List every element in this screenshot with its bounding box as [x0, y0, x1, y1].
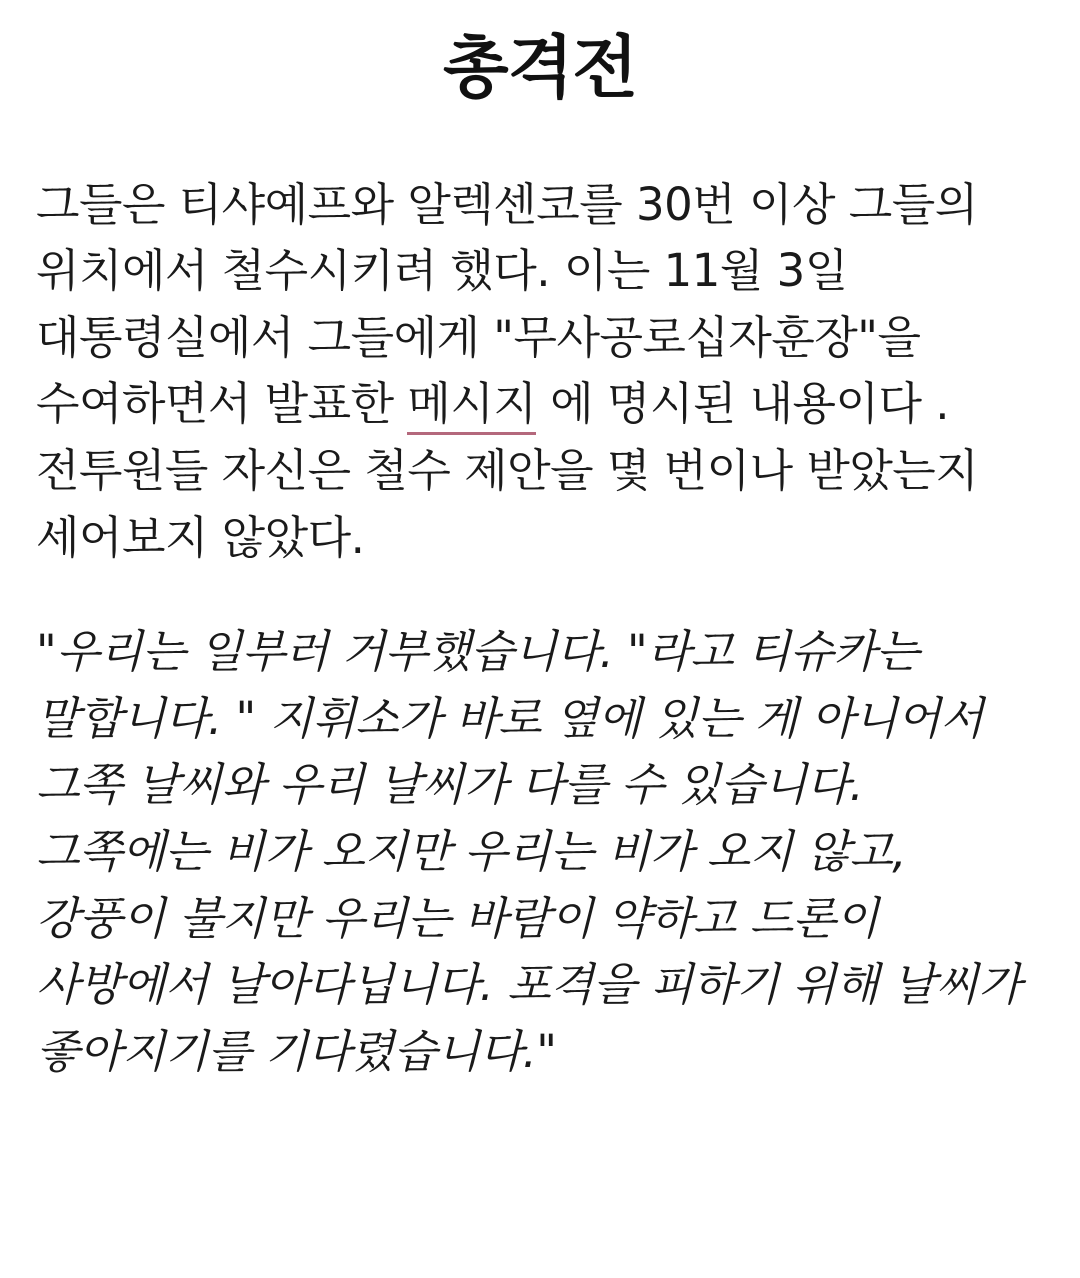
page-title: 총격전 — [442, 29, 638, 108]
paragraph-1-text-after: 에 명시된 내용이다 . 전투원들 자신은 철수 제안을 몇 번이나 받았는지 세어보지 않았다. — [36, 377, 979, 564]
paragraph-1-text-before: 그들은 티샤예프와 알렉센코를 30번 이상 그들의 위치에서 철수시키려 했다. 이는 11월 3일 대통령실에서 그들에게 "무사공로십자훈장"을 수여하면서 발표한 — [36, 177, 978, 431]
paragraph-2-text: "우리는 일부러 거부했습니다. "라고 티슈카는 말합니다. " 지휘소가 바로 옆에 있는 게 아니어서 그쪽 날씨와 우리 날씨가 다를 수 있습니다. 그쪽에는 비가 오지만 우리는 비가 오지 않고, 강풍이 불지만 우리는 바람이 약하고 드론이 사방에서 날아다닙니다. 포격을 피하기 위해 날씨가 좋아지기를 기다렸습니다." — [36, 625, 1022, 1078]
paragraph-1 — [36, 172, 1044, 572]
paragraph-2-quote — [36, 619, 1044, 1085]
message-link[interactable]: 메시지 — [407, 377, 536, 435]
